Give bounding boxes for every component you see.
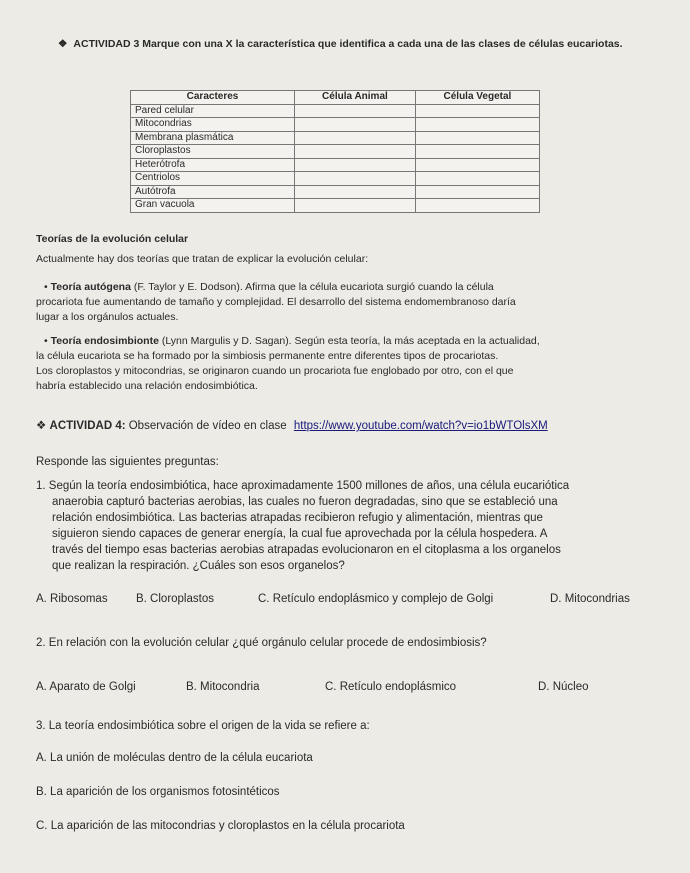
question-line: anaerobia capturó bacterias aerobias, las cuales no fueron degradadas, sino que se estableció una [52,496,558,508]
q1-option-b[interactable]: B. Cloroplastos [136,593,214,605]
table-row [131,185,540,199]
q2-option-b[interactable]: B. Mitocondria [186,681,260,693]
theory-line: habría establecido una relación endosimbiótica. [36,380,258,392]
section-title: Teorías de la evolución celular [36,233,189,245]
q3-option-b[interactable]: B. La aparición de los organismos fotosintéticos [36,786,280,798]
row-label: Heterótrofa [131,158,295,172]
header-caracteres: Caracteres [131,91,295,105]
animal-cell[interactable] [295,145,416,159]
theory-line: lugar a los orgánulos actuales. [36,311,179,323]
question-line: siguieron siendo capaces de generar energía, la cual fue aprovechada por la célula hospedera. A [52,528,548,540]
activity-4-text: Observación de vídeo en clase [125,420,287,432]
characteristics-table [130,90,540,213]
question-line: relación endosimbiótica. Las bacterias atrapadas recibieron refugio y alimentación, mientras que [52,512,543,524]
question-1 [36,478,661,574]
question-line: través del tiempo esas bacterias aerobias atrapadas evolucionaron en el citoplasma a los organelos [52,544,561,556]
table-row [131,131,540,145]
animal-cell[interactable] [295,131,416,145]
table-row [131,145,540,159]
vegetal-cell[interactable] [415,172,539,186]
animal-cell[interactable] [295,172,416,186]
vegetal-cell[interactable] [415,131,539,145]
animal-cell[interactable] [295,158,416,172]
row-label: Cloroplastos [131,145,295,159]
question-line: que realizan la respiración. ¿Cuáles son esos organelos? [52,560,345,572]
vegetal-cell[interactable] [415,118,539,132]
vegetal-cell[interactable] [415,185,539,199]
theory-line: (F. Taylor y E. Dodson). Afirma que la célula eucariota surgió cuando la célula [130,281,494,293]
animal-cell[interactable] [295,199,416,213]
q1-option-c[interactable]: C. Retículo endoplásmico y complejo de Golgi [258,593,494,605]
activity-3-text: ACTIVIDAD 3 Marque con una X la característica que identifica a cada una de las clases de células eucariotas. [73,38,623,50]
activity-4-label: ACTIVIDAD 4: [49,420,126,432]
theory-line: la célula eucariota se ha formado por la simbiosis permanente entre diferentes tipos de procariotas. [36,350,499,362]
row-label: Centriolos [131,172,295,186]
activity-3-heading [58,38,658,51]
row-label: Autótrofa [131,185,295,199]
row-label: Membrana plasmática [131,131,295,145]
question-line: 1. Según la teoría endosimbiótica, hace aproximadamente 1500 millones de años, una célula eucariótica [36,480,570,492]
table-row [131,172,540,186]
theory-name: Teoría endosimbionte [50,335,159,347]
q3-option-a[interactable]: A. La unión de moléculas dentro de la célula eucariota [36,752,313,764]
theory-name: Teoría autógena [50,281,131,293]
theory-autogena [36,280,651,325]
q2-option-c[interactable]: C. Retículo endoplásmico [325,681,457,693]
instructions: Responde las siguientes preguntas: [36,456,219,468]
animal-cell[interactable] [295,104,416,118]
activity-4 [36,418,548,432]
animal-cell[interactable] [295,118,416,132]
q2-option-a[interactable]: A. Aparato de Golgi [36,681,136,693]
table-header-row [131,91,540,105]
diamond-bullet-icon: ❖ [36,420,47,432]
bullet-dot-icon: • [44,281,48,293]
theory-endosimbionte [36,334,651,394]
header-celula-animal: Célula Animal [295,91,416,105]
q2-option-d[interactable]: D. Núcleo [538,681,589,693]
theory-line: procariota fue aumentando de tamaño y complejidad. El desarrollo del sistema endomembranoso daría [36,296,516,308]
vegetal-cell[interactable] [415,145,539,159]
animal-cell[interactable] [295,185,416,199]
table-row [131,118,540,132]
row-label: Pared celular [131,104,295,118]
vegetal-cell[interactable] [415,158,539,172]
question-2: 2. En relación con la evolución celular ¿qué orgánulo celular procede de endosimbiosis? [36,637,487,649]
question-3: 3. La teoría endosimbiótica sobre el origen de la vida se refiere a: [36,720,370,732]
table-row [131,199,540,213]
header-celula-vegetal: Célula Vegetal [415,91,539,105]
q1-option-a[interactable]: A. Ribosomas [36,593,108,605]
table-row [131,158,540,172]
theory-line: Los cloroplastos y mitocondrias, se originaron cuando un procariota fue englobado por otro, con el que [36,365,514,377]
diamond-bullet-icon: ❖ [58,38,68,50]
intro-paragraph: Actualmente hay dos teorías que tratan de explicar la evolución celular: [36,253,369,265]
q1-option-d[interactable]: D. Mitocondrias [550,593,630,605]
q3-option-c[interactable]: C. La aparición de las mitocondrias y cloroplastos en la célula procariota [36,820,405,832]
bullet-dot-icon: • [44,335,48,347]
vegetal-cell[interactable] [415,104,539,118]
table-row [131,104,540,118]
row-label: Mitocondrias [131,118,295,132]
row-label: Gran vacuola [131,199,295,213]
video-link[interactable]: https://www.youtube.com/watch?v=io1bWTOlsXM [293,420,548,432]
theory-line: (Lynn Margulis y D. Sagan). Según esta teoría, la más aceptada en la actualidad, [158,335,540,347]
vegetal-cell[interactable] [415,199,539,213]
